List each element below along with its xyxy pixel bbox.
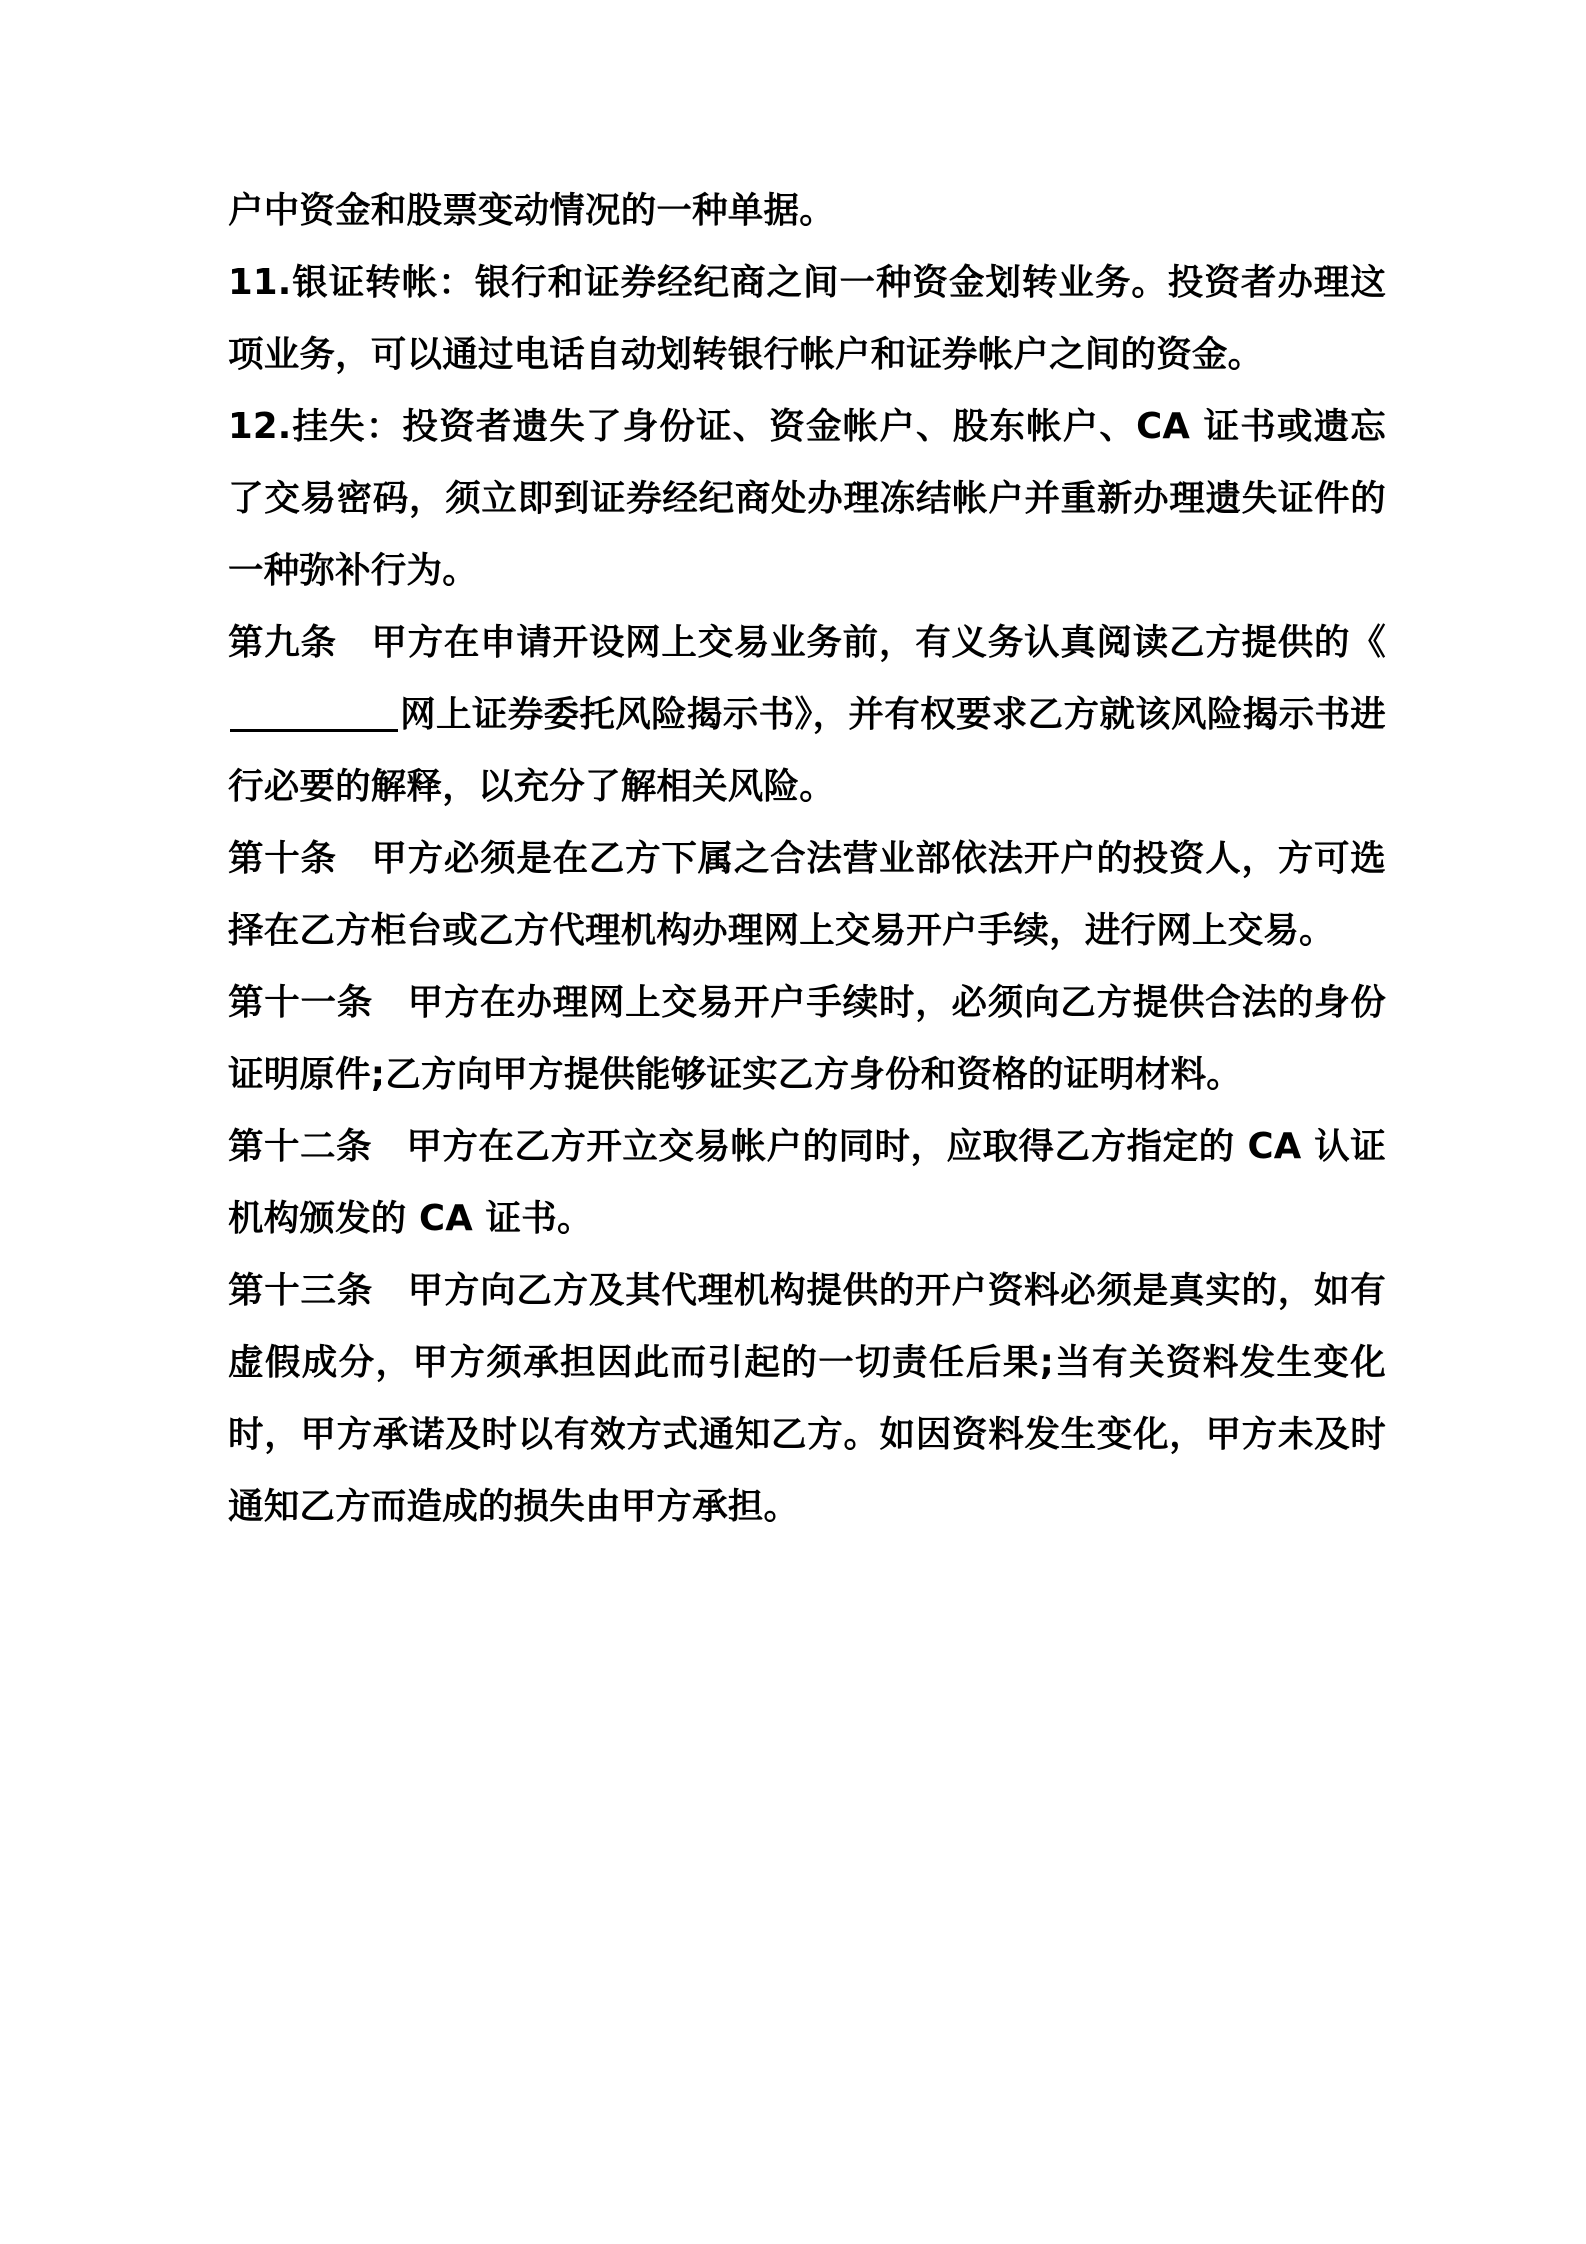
article-11-text: 甲方在办理网上交易开户手续时，必须向乙方提供合法的身份证明原件;乙方向甲方提供能够证实乙方身份和资格的证明材料。 [228,982,1386,1095]
article-13-heading: 第十三条 [228,1270,374,1311]
article-9-text-after-blank: 网上证券委托风险揭示书》，并有权要求乙方就该风险揭示书进行必要的解释，以充分了解相关风险。 [228,694,1386,807]
paragraph-item-11: 11.银证转帐：银行和证券经纪商之间一种资金划转业务。投资者办理这项业务，可以通过电话自动划转银行帐户和证券帐户之间的资金。 [228,262,1386,375]
article-11-heading: 第十一条 [228,982,374,1023]
article-9-text-before-blank: 甲方在申请开设网上交易业务前，有义务认真阅读乙方提供的《 [370,622,1386,663]
paragraph-article-10 [228,823,1386,967]
paragraph-article-12 [228,1111,1386,1255]
paragraph-item-12: 12.挂失：投资者遗失了身份证、资金帐户、股东帐户、CA 证书或遗忘了交易密码，须立即到证券经纪商处办理冻结帐户并重新办理遗失证件的一种弥补行为。 [228,406,1386,591]
paragraph-article-13 [228,1255,1386,1543]
article-9-heading: 第九条 [228,622,337,663]
document-body [228,175,1386,1543]
paragraph-article-9 [228,607,1386,823]
paragraph-continuation: 户中资金和股票变动情况的一种单据。 [228,190,835,231]
article-13-text: 甲方向乙方及其代理机构提供的开户资料必须是真实的，如有虚假成分，甲方须承担因此而引起的一切责任后果;当有关资料发生变化时，甲方承诺及时以有效方式通知乙方。如因资料发生变化，甲方未及时通知乙方而造成的损失由甲方承担。 [228,1270,1386,1527]
fill-in-blank [230,729,398,732]
article-10-heading: 第十条 [228,838,337,879]
article-10-text: 甲方必须是在乙方下属之合法营业部依法开户的投资人，方可选择在乙方柜台或乙方代理机构办理网上交易开户手续，进行网上交易。 [228,838,1386,951]
article-12-heading: 第十二条 [228,1126,373,1167]
article-12-text: 甲方在乙方开立交易帐户的同时，应取得乙方指定的 CA 认证机构颁发的 CA 证书。 [228,1126,1386,1239]
paragraph-article-11 [228,967,1386,1111]
